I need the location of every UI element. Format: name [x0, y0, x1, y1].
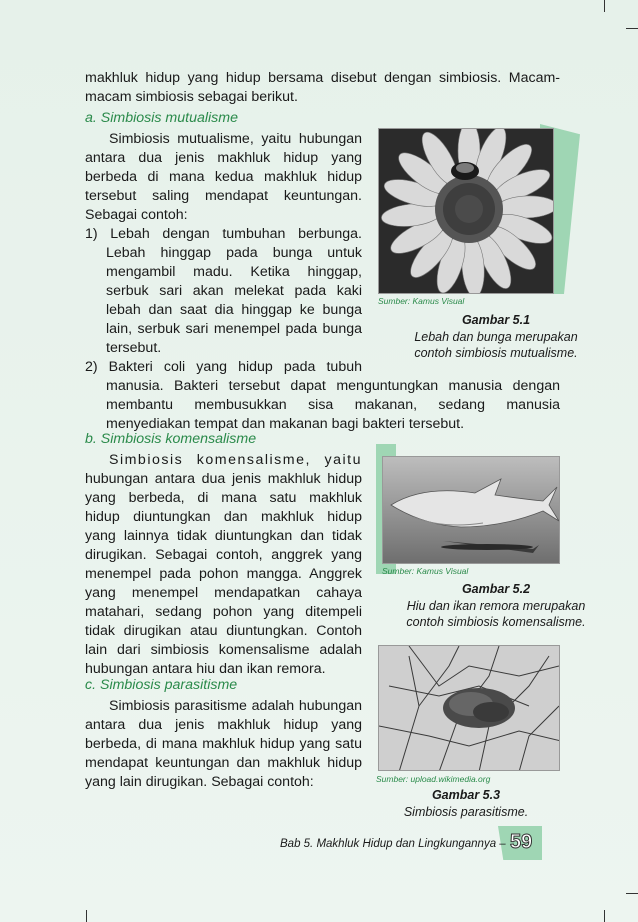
item1-line-3: mengambil madu. Ketika hinggap, — [106, 264, 362, 280]
crop-mark-right-bottom — [626, 893, 638, 894]
komensalisme-line-3: yang berbeda, di mana satu makhluk — [85, 490, 362, 506]
parasitisme-line-3: berbeda, di mana makhluk hidup yang satu — [85, 736, 362, 752]
figure2-source: Sumber: Kamus Visual — [382, 566, 469, 576]
item1-line-2: Lebah hinggap pada bunga untuk — [106, 245, 362, 261]
figure1-caption-2: contoh simbiosis mutualisme. — [414, 346, 578, 360]
komensalisme-line-12: hubungan antara hiu dan ikan remora. — [85, 661, 326, 677]
parasitisme-line-1: Simbiosis parasitisme adalah hubungan — [109, 698, 362, 714]
figure3-source: Sumber: upload.wikimedia.org — [376, 774, 491, 784]
mutualisme-line-4: tersebut saling mendapat keuntungan. — [85, 188, 362, 204]
komensalisme-line-5: yang lainnya tidak diuntungkan dan tidak — [85, 528, 362, 544]
sunflower-bee-image — [379, 129, 554, 294]
item2-line-1: 2) Bakteri coli yang hidup pada tubuh — [85, 359, 362, 375]
item1-line-6: lain, serbuk sari menempel pada bunga — [106, 321, 362, 337]
komensalisme-line-1: Simbiosis komensalisme, yaitu — [109, 452, 362, 468]
figure2-caption-1: Hiu dan ikan remora merupakan — [406, 599, 586, 613]
parasitisme-line-5: yang lain dirugikan. Sebagai contoh: — [85, 774, 314, 790]
mutualisme-line-3: berbeda di mana kedua makhluk hidup — [85, 169, 362, 185]
item1-line-1: 1) Lebah dengan tumbuhan berbunga. — [85, 226, 362, 242]
figure2-photo-shark-remora — [382, 456, 560, 564]
figure2-caption-2: contoh simbiosis komensalisme. — [406, 615, 586, 629]
figure1-title: Gambar 5.1 — [461, 313, 531, 327]
figure3-title: Gambar 5.3 — [431, 788, 501, 802]
parasitisme-line-4: mendapat keuntungan dan makhluk hidup — [85, 755, 362, 771]
crop-mark-bottom — [604, 910, 605, 922]
item2-line-3: membantu membusukkan sisa makanan, sedang manusia — [106, 397, 560, 413]
footer-chapter: Bab 5. Makhluk Hidup dan Lingkungannya – — [280, 838, 506, 850]
page-number: 59 — [510, 831, 533, 853]
komensalisme-line-2: hubungan antara dua jenis makhluk hidup — [85, 471, 362, 487]
komensalisme-line-11: lain dari simbiosis komensalisme adalah — [85, 642, 362, 658]
heading-parasitisme: c. Simbiosis parasitisme — [85, 677, 238, 693]
parasitisme-line-2: antara dua jenis makhluk hidup yang — [85, 717, 362, 733]
item1-line-4: serbuk sari akan melekat pada kaki — [106, 283, 362, 299]
figure2-title: Gambar 5.2 — [461, 582, 531, 596]
intro-line-1: makhluk hidup yang hidup bersama disebut dengan simbiosis. Macam- — [85, 70, 560, 86]
komensalisme-line-10: tidak dirugikan atau diuntungkan. Contoh — [85, 623, 362, 639]
item1-line-5: lebah dan saat dia hinggap ke bunga — [106, 302, 362, 318]
crop-mark-right — [626, 28, 638, 29]
komensalisme-line-6: dirugikan. Sebagai contoh, anggrek yang — [85, 547, 362, 563]
item1-line-7: tersebut. — [106, 340, 162, 356]
figure3-photo-parasite-tree — [378, 645, 560, 771]
figure1-photo-sunflower-bee — [378, 128, 554, 294]
komensalisme-line-4: hidup diuntungkan dan makhluk hidup — [85, 509, 362, 525]
item2-line-2: manusia. Bakteri tersebut dapat menguntungkan manusia dengan — [106, 378, 560, 394]
figure1-caption-1: Lebah dan bunga merupakan — [414, 330, 578, 344]
crop-mark-bottom-left — [86, 910, 87, 922]
komensalisme-line-7: menempel pada pohon mangga. Anggrek — [85, 566, 362, 582]
mutualisme-line-2: antara dua jenis makhluk hidup yang — [85, 150, 362, 166]
heading-komensalisme: b. Simbiosis komensalisme — [85, 431, 257, 447]
crop-mark-top — [604, 0, 605, 12]
mutualisme-line-5: Sebagai contoh: — [85, 207, 188, 223]
shark-remora-image — [383, 457, 560, 564]
figure1-source: Sumber: Kamus Visual — [378, 296, 465, 306]
komensalisme-line-9: matahari, sedang pohon yang ditempeli — [85, 604, 362, 620]
komensalisme-line-8: yang menempel mendapatkan cahaya — [85, 585, 362, 601]
intro-line-2: macam simbiosis sebagai berikut. — [85, 89, 298, 105]
heading-mutualisme: a. Simbiosis mutualisme — [85, 110, 238, 126]
parasite-tree-image — [379, 646, 560, 771]
item2-line-4: menyediakan tempat dan makanan bagi bakteri tersebut. — [106, 416, 465, 432]
figure3-caption: Simbiosis parasitisme. — [403, 805, 529, 819]
mutualisme-line-1: Simbiosis mutualisme, yaitu hubungan — [109, 131, 362, 147]
